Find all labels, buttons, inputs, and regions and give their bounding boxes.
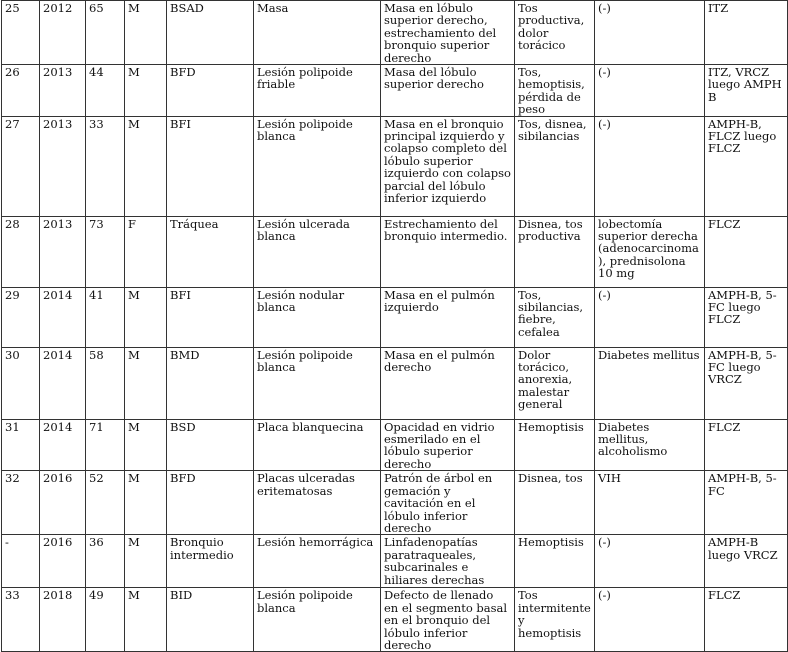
cell-treatment: ITZ: [705, 1, 788, 65]
cell-case-number: 31: [2, 419, 40, 471]
table-row: [2, 471, 788, 535]
cell-year: 2013: [40, 116, 86, 216]
cell-location: Tráquea: [167, 216, 254, 287]
cell-year: 2014: [40, 419, 86, 471]
cell-treatment: FLCZ: [705, 216, 788, 287]
table-row: [2, 588, 788, 652]
cell-treatment: AMPH-B, 5-FC luego VRCZ: [705, 347, 788, 419]
cell-imaging: Masa en el pulmón derecho: [381, 347, 515, 419]
cell-comorbidities: VIH: [595, 471, 705, 535]
cell-location: BFI: [167, 116, 254, 216]
cell-age: 52: [86, 471, 125, 535]
cell-symptoms: Hemoptisis: [515, 535, 595, 588]
cell-comorbidities: (-): [595, 65, 705, 117]
cell-year: 2016: [40, 535, 86, 588]
cell-age: 41: [86, 287, 125, 347]
table-row: [2, 116, 788, 216]
cell-case-number: 27: [2, 116, 40, 216]
cell-sex: M: [125, 116, 167, 216]
cell-case-number: 30: [2, 347, 40, 419]
cell-comorbidities: (-): [595, 588, 705, 652]
cell-location: BFI: [167, 287, 254, 347]
cell-location: BFD: [167, 65, 254, 117]
cell-bronchoscopy: Lesión hemorrágica: [254, 535, 381, 588]
cell-case-number: -: [2, 535, 40, 588]
cell-imaging: Opacidad en vidrio esmerilado en el lóbulo superior derecho: [381, 419, 515, 471]
cell-case-number: 33: [2, 588, 40, 652]
cell-imaging: Masa en el bronquio principal izquierdo y colapso completo del lóbulo superior izquierdo con colapso parcial del lóbulo inferior izquierdo: [381, 116, 515, 216]
case-table: [1, 0, 788, 652]
cell-sex: M: [125, 588, 167, 652]
cell-age: 65: [86, 1, 125, 65]
cell-location: BFD: [167, 471, 254, 535]
cell-sex: M: [125, 419, 167, 471]
cell-year: 2012: [40, 1, 86, 65]
cell-symptoms: Hemoptisis: [515, 419, 595, 471]
cell-age: 44: [86, 65, 125, 117]
cell-sex: F: [125, 216, 167, 287]
cell-case-number: 25: [2, 1, 40, 65]
cell-location: Bronquio intermedio: [167, 535, 254, 588]
cell-age: 58: [86, 347, 125, 419]
cell-treatment: ITZ, VRCZ luego AMPH B: [705, 65, 788, 117]
cell-imaging: Masa en lóbulo superior derecho, estrechamiento del bronquio superior derecho: [381, 1, 515, 65]
cell-imaging: Masa en el pulmón izquierdo: [381, 287, 515, 347]
cell-comorbidities: (-): [595, 535, 705, 588]
cell-comorbidities: (-): [595, 287, 705, 347]
cell-comorbidities: Diabetes mellitus, alcoholismo: [595, 419, 705, 471]
cell-bronchoscopy: Lesión ulcerada blanca: [254, 216, 381, 287]
cell-age: 33: [86, 116, 125, 216]
cell-treatment: FLCZ: [705, 588, 788, 652]
cell-bronchoscopy: Lesión polipoide friable: [254, 65, 381, 117]
cell-case-number: 32: [2, 471, 40, 535]
table-row: [2, 535, 788, 588]
cell-year: 2014: [40, 347, 86, 419]
cell-comorbidities: (-): [595, 116, 705, 216]
cell-age: 73: [86, 216, 125, 287]
table-row: [2, 287, 788, 347]
table-row: [2, 216, 788, 287]
cell-bronchoscopy: Lesión polipoide blanca: [254, 116, 381, 216]
cell-location: BSD: [167, 419, 254, 471]
cell-year: 2016: [40, 471, 86, 535]
cell-symptoms: Dolor torácico, anorexia, malestar general: [515, 347, 595, 419]
cell-year: 2013: [40, 216, 86, 287]
cell-treatment: AMPH-B, 5-FC luego FLCZ: [705, 287, 788, 347]
cell-symptoms: Tos productiva, dolor torácico: [515, 1, 595, 65]
cell-case-number: 26: [2, 65, 40, 117]
cell-treatment: FLCZ: [705, 419, 788, 471]
table-row: [2, 1, 788, 65]
cell-location: BID: [167, 588, 254, 652]
cell-symptoms: Tos, disnea, sibilancias: [515, 116, 595, 216]
cell-sex: M: [125, 65, 167, 117]
cell-symptoms: Disnea, tos: [515, 471, 595, 535]
table-row: [2, 65, 788, 117]
cell-age: 36: [86, 535, 125, 588]
cell-treatment: AMPH-B, 5-FC: [705, 471, 788, 535]
cell-comorbidities: (-): [595, 1, 705, 65]
cell-treatment: AMPH-B luego VRCZ: [705, 535, 788, 588]
cell-treatment: AMPH-B, FLCZ luego FLCZ: [705, 116, 788, 216]
cell-bronchoscopy: Placas ulceradas eritematosas: [254, 471, 381, 535]
cell-imaging: Defecto de llenado en el segmento basal en el bronquio del lóbulo inferior derecho: [381, 588, 515, 652]
cell-bronchoscopy: Lesión polipoide blanca: [254, 347, 381, 419]
cell-symptoms: Disnea, tos productiva: [515, 216, 595, 287]
cell-year: 2018: [40, 588, 86, 652]
cell-symptoms: Tos, hemoptisis, pérdida de peso: [515, 65, 595, 117]
cell-age: 49: [86, 588, 125, 652]
cell-case-number: 28: [2, 216, 40, 287]
cell-imaging: Estrechamiento del bronquio intermedio.: [381, 216, 515, 287]
cell-bronchoscopy: Lesión polipoide blanca: [254, 588, 381, 652]
cell-sex: M: [125, 287, 167, 347]
cell-location: BSAD: [167, 1, 254, 65]
cell-bronchoscopy: Masa: [254, 1, 381, 65]
cell-age: 71: [86, 419, 125, 471]
cell-year: 2013: [40, 65, 86, 117]
cell-sex: M: [125, 535, 167, 588]
cell-case-number: 29: [2, 287, 40, 347]
cell-sex: M: [125, 1, 167, 65]
cell-imaging: Linfadenopatías paratraqueales, subcarinales e hiliares derechas: [381, 535, 515, 588]
cell-year: 2014: [40, 287, 86, 347]
cell-bronchoscopy: Placa blanquecina: [254, 419, 381, 471]
cell-symptoms: Tos intermitente y hemoptisis: [515, 588, 595, 652]
cell-bronchoscopy: Lesión nodular blanca: [254, 287, 381, 347]
cell-location: BMD: [167, 347, 254, 419]
cell-imaging: Masa del lóbulo superior derecho: [381, 65, 515, 117]
cell-imaging: Patrón de árbol en gemación y cavitación en el lóbulo inferior derecho: [381, 471, 515, 535]
table-row: [2, 347, 788, 419]
cell-comorbidities: lobectomía superior derecha (adenocarcinoma), prednisolona 10 mg: [595, 216, 705, 287]
cell-symptoms: Tos, sibilancias, fiebre, cefalea: [515, 287, 595, 347]
cell-sex: M: [125, 347, 167, 419]
table-row: [2, 419, 788, 471]
cell-sex: M: [125, 471, 167, 535]
cell-comorbidities: Diabetes mellitus: [595, 347, 705, 419]
